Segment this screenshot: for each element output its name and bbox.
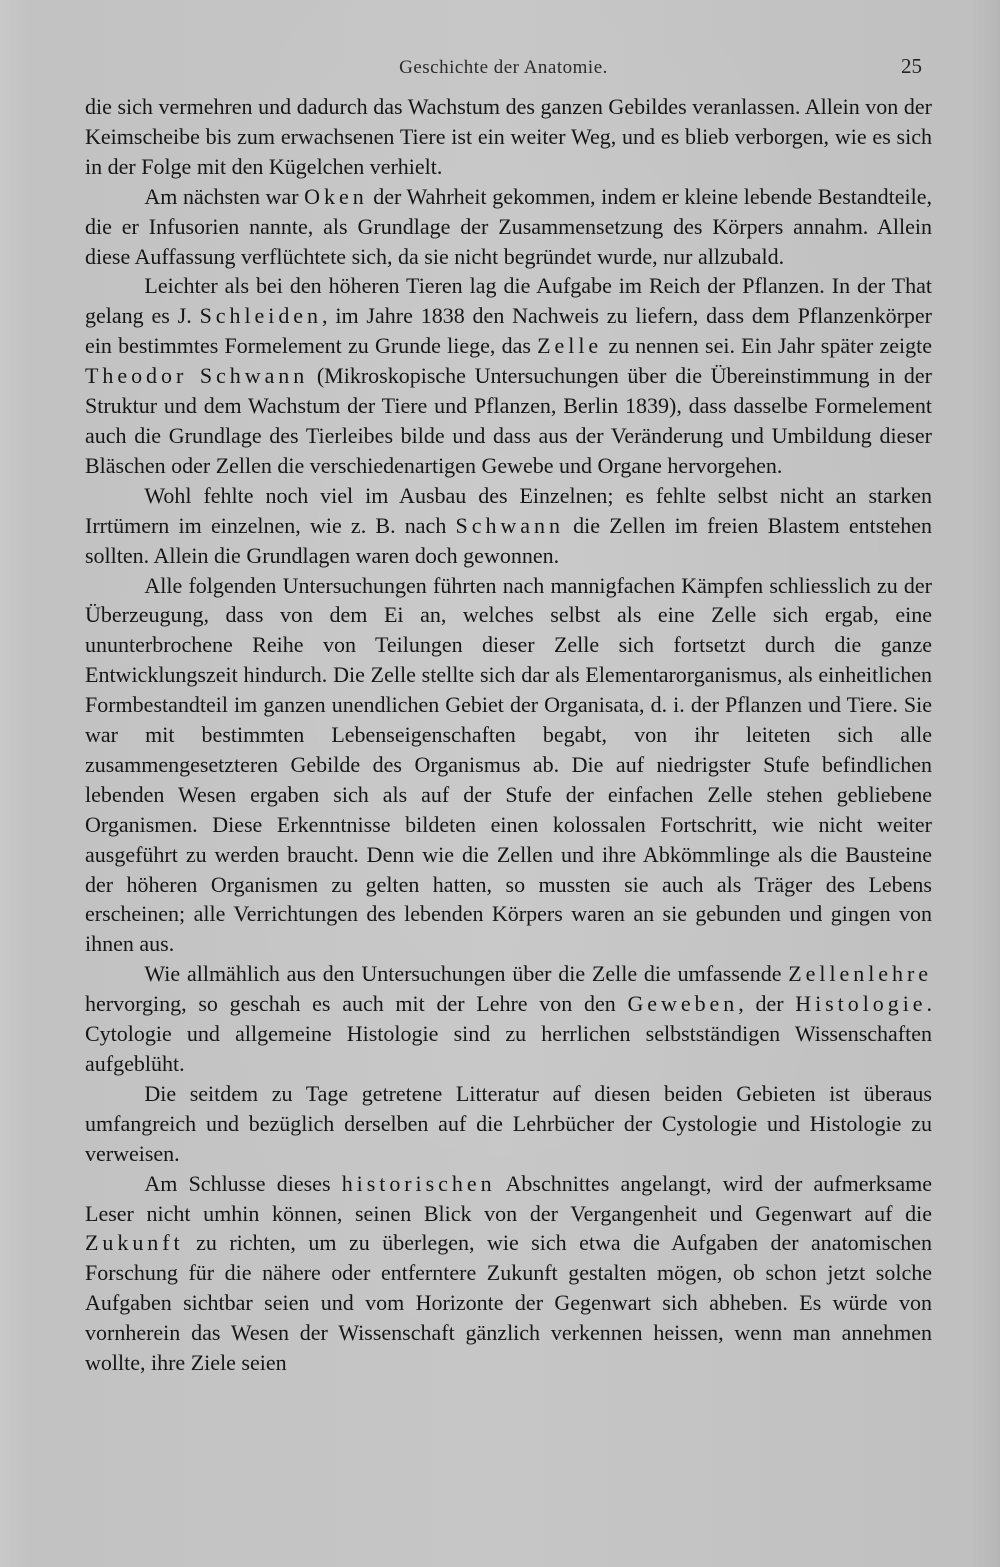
text-run: Wie allmählich aus den Untersuchungen über die Zelle die umfassende <box>144 961 789 987</box>
page-number: 25 <box>901 54 922 78</box>
spaced-emphasis: Geweben <box>627 991 739 1017</box>
text-run: Am nächsten war <box>144 183 305 209</box>
spaced-emphasis: Schwann <box>455 512 564 538</box>
paragraph <box>85 92 932 182</box>
text-run: zu richten, um zu überlegen, wie sich etwa die Aufgaben der anatomischen Forschung für die nähere oder entferntere Zukunft gestalten mögen, ob schon jetzt solche Aufgaben sichtbar seien und vom Horizonte der Gegenwart sich abheben. Es würde von vornherein das Wesen der Wissenschaft gänzlich verkennen heissen, wenn man annehmen wollte, ihre Ziele seien <box>85 1230 932 1376</box>
paragraph <box>85 182 932 272</box>
text-run: , im Jahre 1838 den Nachweis zu liefern, dass dem Pflanzenkörper ein bestimmtes Formelement zu Grunde liege, das <box>85 303 932 359</box>
text-run: . Cytologie und allgemeine Histologie sind zu herrlichen selbstständigen Wissenschaften aufgeblüht. <box>85 991 932 1076</box>
paragraph <box>85 271 932 480</box>
running-head: Geschichte der Anatomie. <box>399 57 608 78</box>
text-run: die Zellen im freien Blastem entstehen sollten. Allein die Grundlagen waren doch gewonnen. <box>85 512 932 568</box>
text-run: der Wahrheit gekommen, indem er kleine lebende Bestandteile, die er Infusorien nannte, als Grundlage der Zusammensetzung des Körpers annahm. Allein diese Auffassung verflüchtete sich, da sie nicht begründet wurde, nur allzubald. <box>85 183 932 269</box>
spaced-emphasis: Zellenlehre <box>788 961 932 987</box>
spaced-emphasis: Oken <box>304 183 368 209</box>
spaced-emphasis: Zukunft <box>85 1230 184 1256</box>
paragraph <box>85 1169 932 1378</box>
text-run: Alle folgenden Untersuchungen führten nach mannigfachen Kämpfen schliesslich zu der Überzeugung, dass von dem Ei an, welches selbst als eine Zelle sich ergab, eine ununterbrochene Reihe von Teilungen dieser Zelle sich fortsetzt durch die ganze Entwicklungszeit hindurch. Die Zelle stellte sich dar als Elementarorganismus, als einheitlichen Formbestandteil im ganzen unendlichen Gebiet der Organisata, d. i. der Pflanzen und Tiere. Sie war mit bestimmten Lebenseigenschaften begabt, von ihr leiteten sich alle zusammengesetzteren Gebilde des Organismus ab. Die auf niedrigster Stufe befindlichen lebenden Wesen ergaben sich als auf der Stufe der einfachen Zelle stehen gebliebene Organismen. Diese Erkenntnisse bildeten einen kolossalen Fortschritt, wie nicht weiter ausgeführt zu werden braucht. Denn wie die Zellen und ihre Abkömmlinge als die Bausteine der höheren Organismen zu gelten hatten, so mussten sie auch als Träger des Lebens erscheinen; alle Verrichtungen des lebenden Körpers waren an sie gebunden und gingen von ihnen aus. <box>85 572 932 957</box>
spaced-emphasis: historischen <box>341 1170 496 1196</box>
body-text <box>85 92 932 1378</box>
paragraph <box>85 571 932 960</box>
text-run: , der <box>738 991 796 1017</box>
paragraph <box>85 959 932 1079</box>
paragraph <box>85 481 932 571</box>
text-run: (Mikroskopische Untersuchungen über die Übereinstimmung in der Struktur und dem Wachstum der Tiere und Pflanzen, Berlin 1839), dass dasselbe Formelement auch die Grundlage des Tierleibes bilde und dass aus der Veränderung und Umbildung dieser Bläschen oder Zellen die verschiedenartigen Gewebe und Organe hervorgehen. <box>85 363 932 478</box>
spaced-emphasis: Schleiden <box>199 303 322 329</box>
spaced-emphasis: Zelle <box>537 333 603 359</box>
text-run: zu nennen sei. Ein Jahr später zeigte <box>602 333 933 359</box>
text-run: hervorging, so geschah es auch mit der Lehre von den <box>85 991 628 1017</box>
page-header <box>85 45 922 79</box>
text-run: Leichter als bei den höheren Tieren lag die Aufgabe im Reich der Pflanzen. In der That gelang es J. <box>85 273 932 329</box>
paragraph <box>85 1079 932 1169</box>
text-run: die sich vermehren und dadurch das Wachstum des ganzen Gebildes veranlassen. Allein von der Keimscheibe bis zum erwachsenen Tiere ist ein weiter Weg, und es blieb verborgen, wie es sich in der Folge mit den Kügelchen verhielt. <box>85 94 932 179</box>
text-run: Wohl fehlte noch viel im Ausbau des Einzelnen; es fehlte selbst nicht an starken Irrtümern im einzelnen, wie z. B. nach <box>85 482 932 538</box>
spaced-emphasis: Theodor Schwann <box>85 363 309 389</box>
text-run: Abschnittes angelangt, wird der aufmerksame Leser nicht umhin können, seinen Blick von der Vergangenheit und Gegenwart auf die <box>85 1170 932 1226</box>
spaced-emphasis: Histologie <box>795 991 927 1017</box>
text-run: Am Schlusse dieses <box>144 1170 342 1196</box>
text-run: Die seitdem zu Tage getretene Litteratur auf diesen beiden Gebieten ist überaus umfangreich und bezüglich derselben auf die Lehrbücher der Cystologie und Histologie zu verweisen. <box>85 1080 932 1166</box>
